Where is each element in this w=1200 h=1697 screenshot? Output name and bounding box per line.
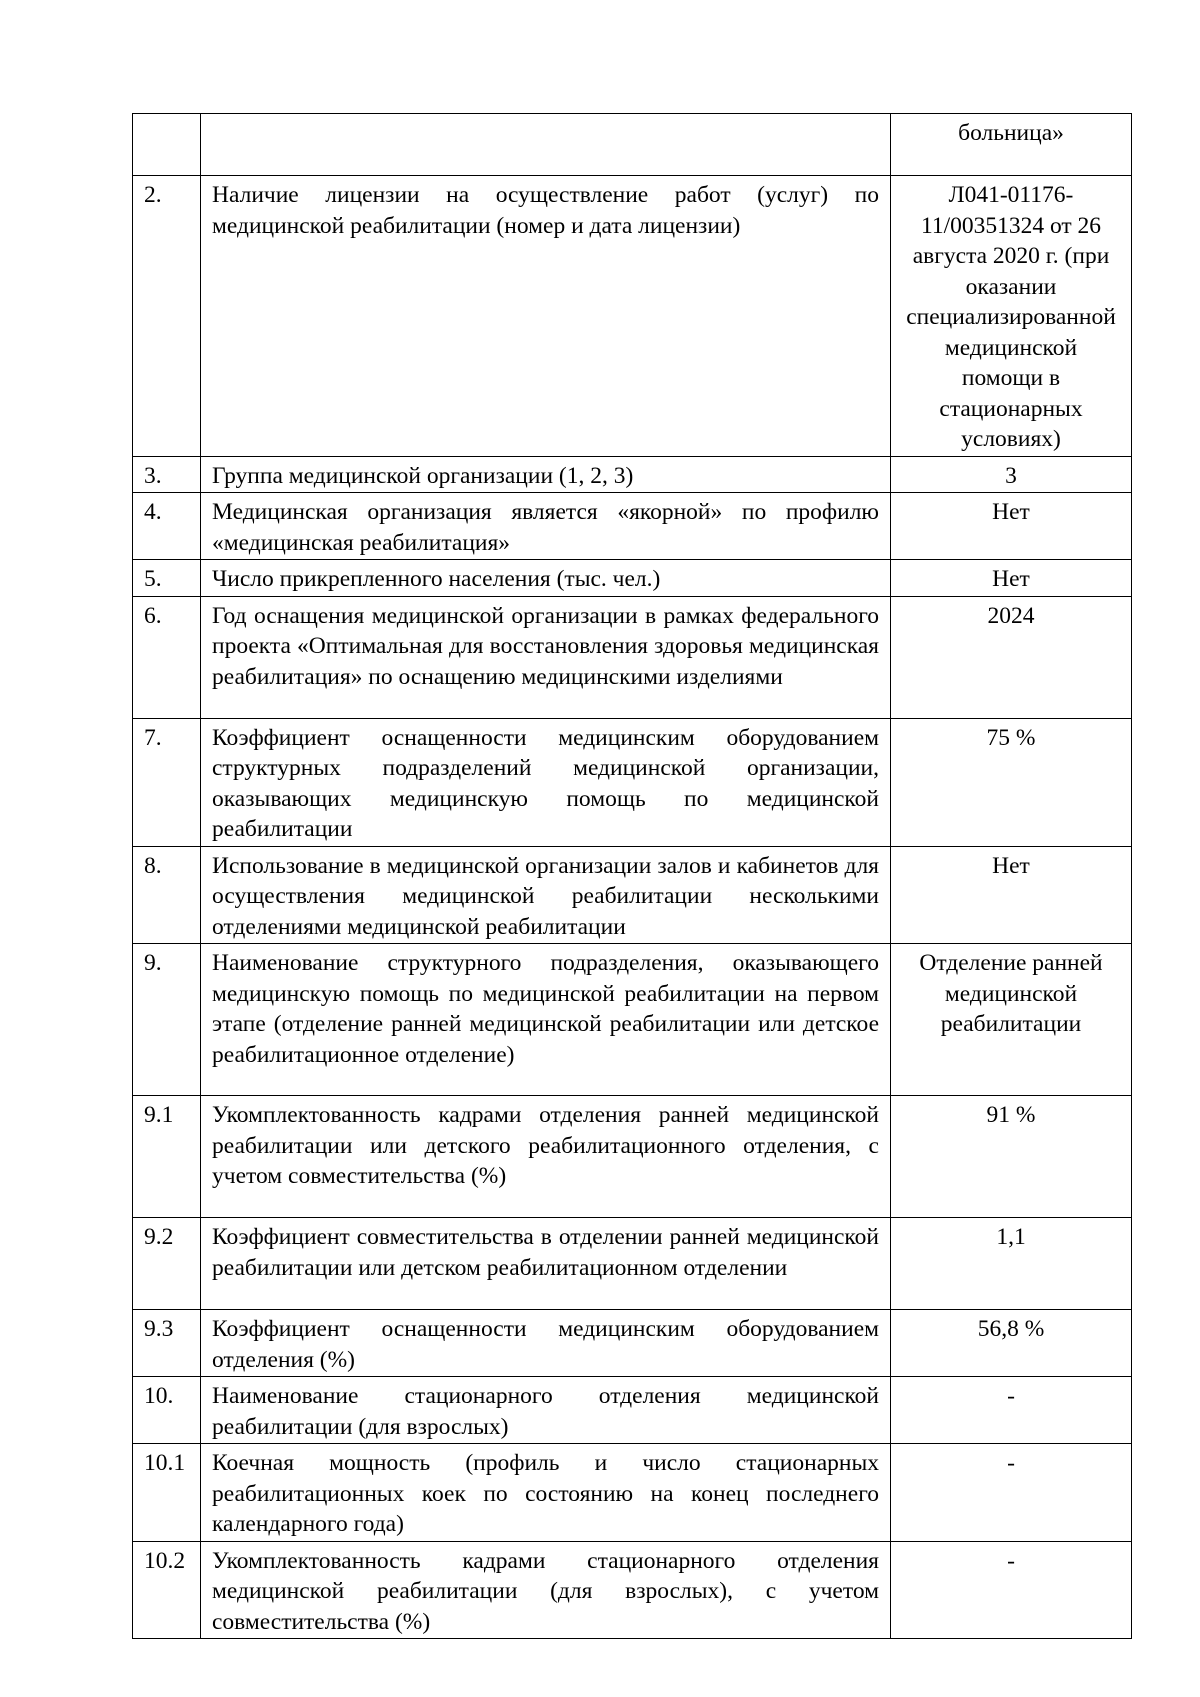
row-description: Наличие лицензии на осуществление работ (услуг) по медицинской реабилитации (номер и дата лицензии) [201,176,891,457]
row-value: 2024 [891,596,1132,718]
table-row [133,493,1132,560]
row-value: Нет [891,560,1132,597]
row-value: Л041-01176-11/00351324 от 26 августа 2020 г. (при оказании специализированной медицинской помощи в стационарных условиях) [891,176,1132,457]
row-value: Нет [891,493,1132,560]
row-description: Укомплектованность кадрами стационарного отделения медицинской реабилитации (для взрослых), с учетом совместительства (%) [201,1541,891,1639]
row-number: 10.1 [133,1444,201,1542]
row-number: 8. [133,846,201,944]
row-number: 9.3 [133,1310,201,1377]
row-value: 91 % [891,1096,1132,1218]
table-row [133,1377,1132,1444]
table-row [133,114,1132,176]
row-number: 7. [133,718,201,846]
table-row [133,456,1132,493]
row-number: 3. [133,456,201,493]
table-row [133,176,1132,457]
table-row [133,1444,1132,1542]
table-row [133,1541,1132,1639]
table-row [133,846,1132,944]
row-value: 56,8 % [891,1310,1132,1377]
table-row [133,1218,1132,1310]
row-number [133,114,201,176]
row-description: Коечная мощность (профиль и число стационарных реабилитационных коек по состоянию на конец последнего календарного года) [201,1444,891,1542]
row-description: Коэффициент оснащенности медицинским оборудованием отделения (%) [201,1310,891,1377]
row-description: Укомплектованность кадрами отделения ранней медицинской реабилитации или детского реабилитационного отделения, с учетом совместительства (%) [201,1096,891,1218]
row-description: Медицинская организация является «якорной» по профилю «медицинская реабилитация» [201,493,891,560]
row-description: Коэффициент оснащенности медицинским оборудованием структурных подразделений медицинской организации, оказывающих медицинскую помощь по медицинской реабилитации [201,718,891,846]
table-row [133,718,1132,846]
row-description: Наименование стационарного отделения медицинской реабилитации (для взрослых) [201,1377,891,1444]
row-number: 9.2 [133,1218,201,1310]
row-description: Число прикрепленного населения (тыс. чел.) [201,560,891,597]
row-description [201,114,891,176]
row-description: Коэффициент совместительства в отделении ранней медицинской реабилитации или детском реабилитационном отделении [201,1218,891,1310]
row-number: 10. [133,1377,201,1444]
table-row [133,1096,1132,1218]
row-value: больница» [891,114,1132,176]
row-value: 1,1 [891,1218,1132,1310]
table-row [133,1310,1132,1377]
row-value: 75 % [891,718,1132,846]
row-number: 10.2 [133,1541,201,1639]
row-value: - [891,1377,1132,1444]
info-table [132,113,1132,1639]
row-value: Нет [891,846,1132,944]
row-value: 3 [891,456,1132,493]
row-description: Группа медицинской организации (1, 2, 3) [201,456,891,493]
row-number: 9.1 [133,1096,201,1218]
row-value: Отделение ранней медицинской реабилитации [891,944,1132,1096]
row-number: 6. [133,596,201,718]
row-description: Год оснащения медицинской организации в рамках федерального проекта «Оптимальная для восстановления здоровья медицинская реабилитация» по оснащению медицинскими изделиями [201,596,891,718]
table-row [133,560,1132,597]
row-number: 9. [133,944,201,1096]
row-number: 4. [133,493,201,560]
table-row [133,944,1132,1096]
row-value: - [891,1541,1132,1639]
table-row [133,596,1132,718]
row-value: - [891,1444,1132,1542]
row-number: 5. [133,560,201,597]
row-number: 2. [133,176,201,457]
row-description: Наименование структурного подразделения, оказывающего медицинскую помощь по медицинской реабилитации на первом этапе (отделение ранней медицинской реабилитации или детское реабилитационное отделение) [201,944,891,1096]
row-description: Использование в медицинской организации залов и кабинетов для осуществления медицинской реабилитации несколькими отделениями медицинской реабилитации [201,846,891,944]
